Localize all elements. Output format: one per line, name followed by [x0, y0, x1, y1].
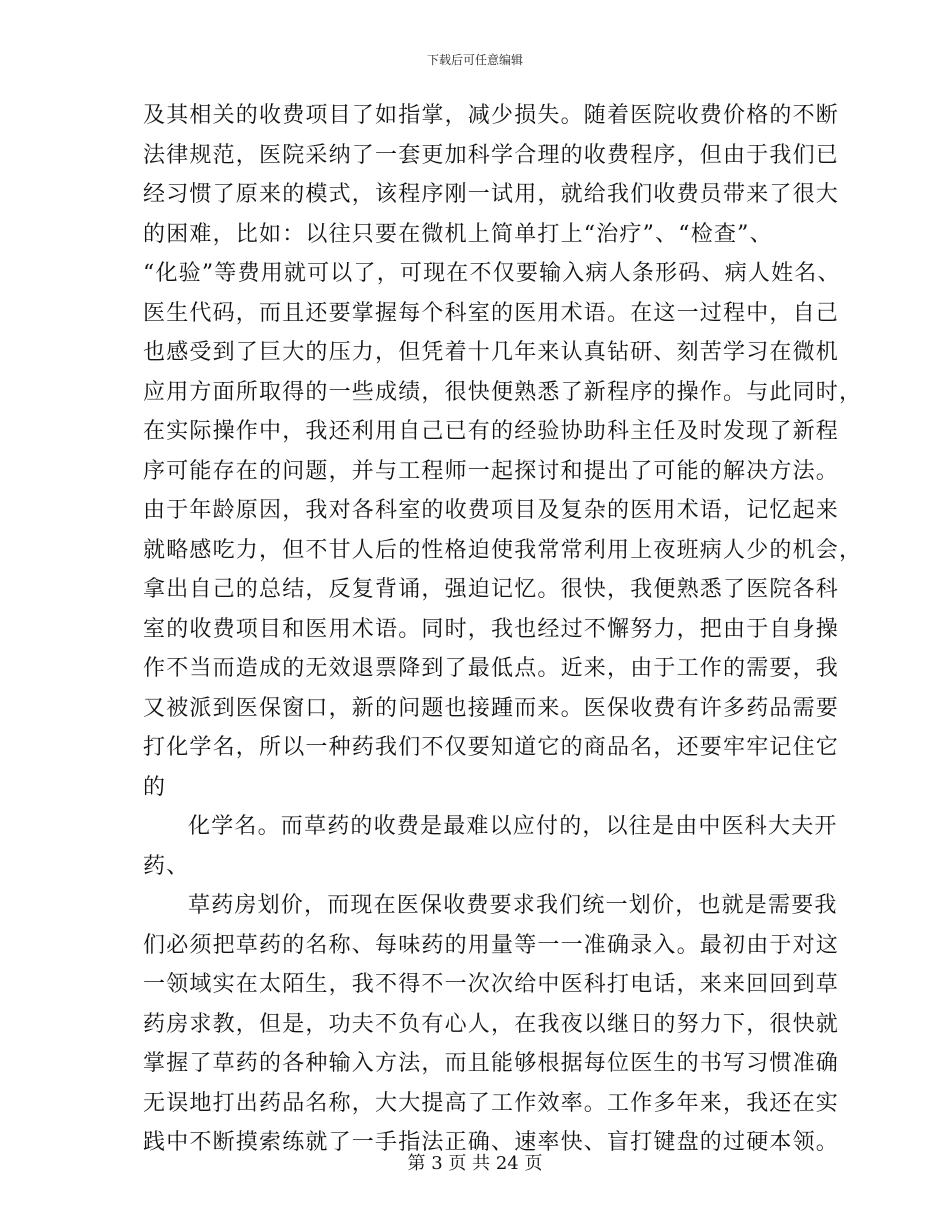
text-line: 室的收费项目和医用术语。同时，我也经过不懈努力，把由于自身操: [143, 616, 840, 642]
text-line: 们必须把草药的名称、每味药的用量等一一准确录入。最初由于对这: [143, 932, 840, 958]
text-line: 草药房划价，而现在医保收费要求我们统一划价，也就是需要我: [188, 893, 838, 918]
text-line: 就略感吃力，但不甘人后的性格迫使我常常利用上夜班病人少的机会，: [143, 537, 863, 563]
text-line: 化学名。而草药的收费是最难以应付的，以往是由中医科大夫开: [188, 814, 838, 839]
text-line: 及其相关的收费项目了如指掌，减少损失。随着医院收费价格的不断: [143, 103, 840, 128]
text-line: 应用方面所取得的一些成绩，很快便熟悉了新程序的操作。与此同时，: [143, 379, 863, 405]
text-line: 拿出自己的总结，反复背诵，强迫记忆。很快，我便熟悉了医院各科: [143, 577, 840, 602]
text-line: 的: [143, 774, 167, 800]
text-line: 序可能存在的问题，并与工程师一起探讨和提出了可能的解决方法。: [143, 458, 840, 484]
text-line: 经习惯了原来的模式，该程序刚一试用，就给我们收费员带来了很大: [143, 182, 840, 207]
text-line: 的困难，比如：以往只要在微机上简单打上“治疗”、“检查”、: [143, 221, 773, 247]
text-line: 无误地打出药品名称，大大提高了工作效率。工作多年来，我还在实: [143, 1090, 840, 1116]
page-footer: 第 3 页 共 24 页: [407, 1153, 543, 1174]
page-header: 下载后可任意编辑: [426, 53, 523, 67]
text-line: “化验”等费用就可以了，可现在不仅要输入病人条形码、病人姓名、: [143, 261, 841, 286]
text-line: 打化学名，所以一种药我们不仅要知道它的商品名，还要牢牢记住它: [143, 735, 840, 760]
text-line: 药房求教，但是，功夫不负有心人，在我夜以继日的努力下，很快就: [143, 1011, 840, 1037]
text-line: 掌握了草药的各种输入方法，而且能够根据每位医生的书写习惯准确: [143, 1051, 840, 1076]
text-line: 也感受到了巨大的压力，但凭着十几年来认真钻研、刻苦学习在微机: [143, 340, 840, 365]
text-line: 医生代码，而且还要掌握每个科室的医用术语。在这一过程中，自己: [143, 300, 840, 326]
document-body: [143, 96, 863, 1163]
text-line: 一领域实在太陌生，我不得不一次次给中医科打电话，来来回回到草: [143, 972, 840, 997]
text-line: 法律规范，医院采纳了一套更加科学合理的收费程序，但由于我们已: [143, 142, 840, 168]
text-line: 在实际操作中，我还利用自己已有的经验协助科主任及时发现了新程: [143, 419, 840, 444]
text-line: 由于年龄原因，我对各科室的收费项目及复杂的医用术语，记忆起来: [143, 498, 840, 523]
text-line: 践中不断摸索练就了一手指法正确、速率快、盲打键盘的过硬本领。: [143, 1130, 840, 1155]
text-line: 又被派到医保窗口，新的问题也接踵而来。医保收费有许多药品需要: [143, 695, 840, 721]
text-line: 作不当而造成的无效退票降到了最低点。近来，由于工作的需要，我: [143, 656, 840, 681]
text-line: 药、: [143, 853, 190, 879]
